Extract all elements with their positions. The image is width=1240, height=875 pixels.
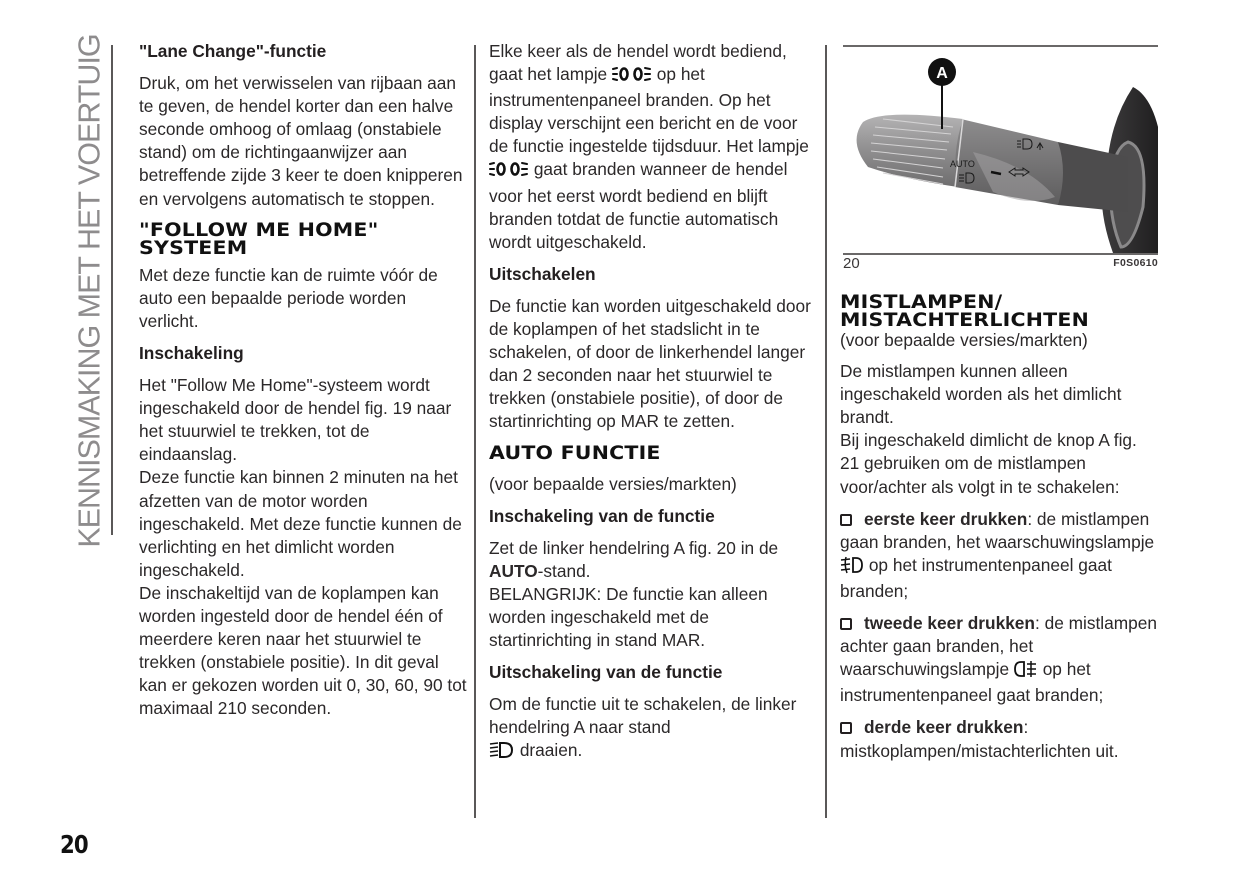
mistlampen-para-2: Bij ingeschakeld dimlicht de knop A fig. 21 gebruiken om de mistlampen voor/achter als volgt in te schakelen:	[840, 430, 1137, 497]
figure-20-lever	[843, 45, 1158, 255]
checkbox-bullet-icon	[840, 618, 852, 630]
inschakeling-para-2: Deze functie kan binnen 2 minuten na het afzetten van de motor worden ingeschakeld. Met deze functie kunnen de verlichting en het dimlicht worden ingeschakeld.	[139, 467, 462, 580]
mistlampen-para-1: De mistlampen kunnen alleen ingeschakeld worden als het dimlicht brandt.	[840, 361, 1122, 428]
checkbox-bullet-icon	[840, 722, 852, 734]
rear-fog-light-icon	[1014, 660, 1038, 684]
front-fog-light-icon	[840, 556, 864, 580]
column-divider-1	[474, 45, 476, 818]
figure-code: F0S0610	[1113, 257, 1158, 269]
lane-change-heading: "Lane Change"-functie	[139, 41, 327, 61]
inschakeling-functie-body: Zet de linker hendelring A fig. 20 in de AUTO-stand.	[489, 537, 779, 581]
uitschakelen-heading: Uitschakelen	[489, 263, 596, 284]
sidebar-divider	[111, 45, 113, 535]
inschakeling-para-1: Het "Follow Me Home"-systeem wordt ingeschakeld door de hendel fig. 19 naar het stuurwiel te trekken, tot de eindaanslag.	[139, 375, 452, 465]
section-title-text: KENNISMAKING MET HET VOERTUIG	[72, 34, 107, 548]
uitschakeling-functie-heading: Uitschakeling van de functie	[489, 662, 723, 683]
follow-me-home-lamp-para: Elke keer als de hendel wordt bediend, gaat het lampje op het instrumentenpaneel branden. Op het display verschijnt een bericht en de voor de functie ingestelde tijdsduur. Het lampje gaat branden wanneer de hendel voor het eerst wordt bediend en blijft branden totdat de functie automatisch wordt uitgeschakeld.	[489, 41, 809, 252]
follow-me-home-heading: "FOLLOW ME HOME" SYSTEEM	[139, 218, 379, 259]
parking-lights-icon	[489, 160, 529, 184]
auto-functie-heading: AUTO FUNCTIE	[489, 441, 661, 464]
mistlampen-heading: MISTLAMPEN/ MISTACHTERLICHTEN	[840, 291, 1089, 331]
inschakeling-heading: Inschakeling	[139, 342, 244, 363]
low-beam-icon	[489, 741, 515, 765]
list-item: derde keer drukken: mistkoplampen/mistachterlichten uit.	[840, 717, 1119, 761]
important-note: BELANGRIJK: De functie kan alleen worden ingeschakeld met de startinrichting in stand MAR.	[489, 583, 768, 651]
section-title-vertical	[70, 34, 110, 548]
column-2	[489, 40, 814, 775]
list-item: tweede keer drukken: de mistlampen achter gaan branden, het waarschuwingslampje op het instrumentenpaneel gaat branden;	[840, 613, 1157, 706]
auto-functie-note: (voor bepaalde versies/markten)	[489, 473, 737, 494]
mistlampen-note: (voor bepaalde versies/markten)	[840, 330, 1088, 350]
inschakeling-para-3: De inschakeltijd van de koplampen kan worden ingesteld door de hendel één of meerdere keren naar het stuurwiel te trekken (onstabiele positie). In dit geval kan er gekozen worden uit 0, 30, 60, 90 tot maximaal 210 seconden.	[139, 582, 467, 719]
parking-lights-icon	[612, 65, 652, 89]
list-item: eerste keer drukken: de mistlampen gaan branden, het waarschuwingslampje op het instrumentenpaneel gaat branden;	[840, 508, 1155, 601]
lane-change-body: Druk, om het verwisselen van rijbaan aan te geven, de hendel korter dan een halve seconde omhoog of omlaag (onstabiele stand) om de richtingaanwijzer aan betreffende zijde 3 keer te doen knipperen en vervolgens automatisch te stoppen.	[139, 73, 463, 209]
lever-auto-label: AUTO	[950, 159, 975, 169]
inschakeling-functie-heading: Inschakeling van de functie	[489, 505, 715, 526]
column-1	[139, 40, 469, 720]
page-number: 20	[60, 830, 88, 859]
callout-a-label: A	[936, 65, 948, 82]
uitschakeling-functie-body: Om de functie uit te schakelen, de linker hendelring A naar stand draaien.	[489, 693, 814, 765]
checkbox-bullet-icon	[840, 514, 852, 526]
column-divider-2	[825, 45, 827, 818]
uitschakelen-body: De functie kan worden uitgeschakeld door de koplampen of het stadslicht in te schakelen, of door de linkerhendel langer dan 2 seconden naar het stuurwiel te trekken (onstabiele positie), of door de startinrichting op MAR te zetten.	[489, 295, 811, 432]
follow-me-home-intro: Met deze functie kan de ruimte vóór de auto een bepaalde periode worden verlicht.	[139, 264, 438, 331]
figure-number: 20	[843, 255, 860, 272]
column-3	[840, 291, 1160, 772]
